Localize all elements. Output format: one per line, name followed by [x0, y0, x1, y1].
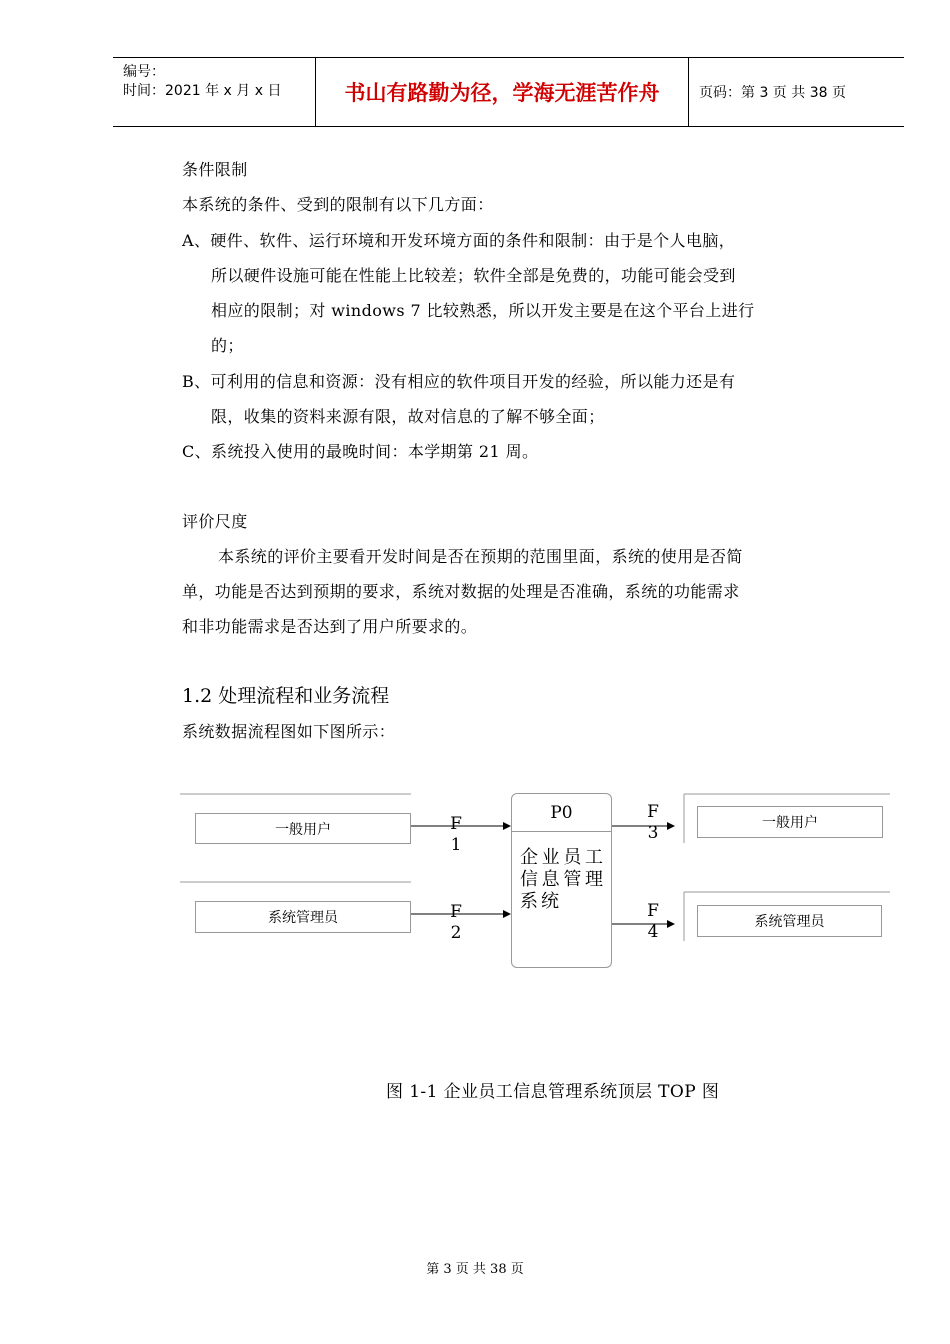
process-name: 企业员工信息管理系统: [520, 847, 606, 912]
item-a-line-2: 所以硬件设施可能在性能上比较差；软件全部是免费的，功能可能会受到: [211, 266, 736, 285]
constraints-intro: 本系统的条件、受到的限制有以下几方面：: [182, 195, 494, 214]
item-b-line-1: B、可利用的信息和资源：没有相应的软件项目开发的经验，所以能力还是有: [182, 372, 736, 391]
flow-label-f2: F 2: [450, 902, 462, 943]
time-label: 时间：2021 年 x 月 x 日: [123, 83, 282, 99]
item-a-line-1: A、硬件、软件、运行环境和开发环境方面的条件和限制：由于是个人电脑，: [182, 231, 736, 250]
left-entity-user: 一般用户: [195, 813, 411, 844]
flow-label-f3: F 3: [647, 802, 659, 843]
page-footer: 第 3 页 共 38 页: [426, 1262, 524, 1277]
section-heading: 1.2 处理流程和业务流程: [182, 685, 390, 707]
header-page-info: 页码：第 3 页 共 38 页: [699, 85, 846, 101]
item-b-line-2: 限，收集的资料来源有限，故对信息的了解不够全面；: [211, 407, 605, 426]
item-a-line-3: 相应的限制；对 windows 7 比较熟悉，所以开发主要是在这个平台上进行: [211, 301, 755, 320]
process-id: P0: [512, 794, 611, 832]
eval-title: 评价尺度: [182, 512, 248, 531]
eval-paragraph-line-3: 和非功能需求是否达到了用户所要求的。: [182, 617, 478, 636]
item-a-line-4: 的；: [211, 336, 244, 355]
header-motto: 书山有路勤为径，学海无涯苦作舟: [316, 58, 689, 126]
left-entity-admin: 系统管理员: [195, 901, 411, 933]
flow-label-f4: F 4: [647, 901, 659, 942]
figure-caption: 图 1-1 企业员工信息管理系统顶层 TOP 图: [386, 1082, 720, 1102]
right-entity-admin: 系统管理员: [697, 905, 882, 937]
data-flow-diagram: [180, 785, 890, 975]
number-label: 编号：: [123, 64, 165, 80]
flow-label-f1: F 1: [450, 814, 462, 855]
section-intro: 系统数据流程图如下图所示：: [182, 722, 396, 741]
eval-paragraph-line-2: 单，功能是否达到预期的要求，系统对数据的处理是否准确，系统的功能需求: [182, 582, 740, 601]
right-entity-user: 一般用户: [697, 806, 883, 838]
header-meta: [113, 58, 316, 126]
process-box: [511, 793, 612, 968]
constraints-title: 条件限制: [182, 160, 248, 179]
page-header: [113, 57, 904, 127]
item-c: C、系统投入使用的最晚时间：本学期第 21 周。: [182, 442, 539, 461]
eval-paragraph-line-1: 本系统的评价主要看开发时间是否在预期的范围里面，系统的使用是否简: [218, 547, 743, 566]
